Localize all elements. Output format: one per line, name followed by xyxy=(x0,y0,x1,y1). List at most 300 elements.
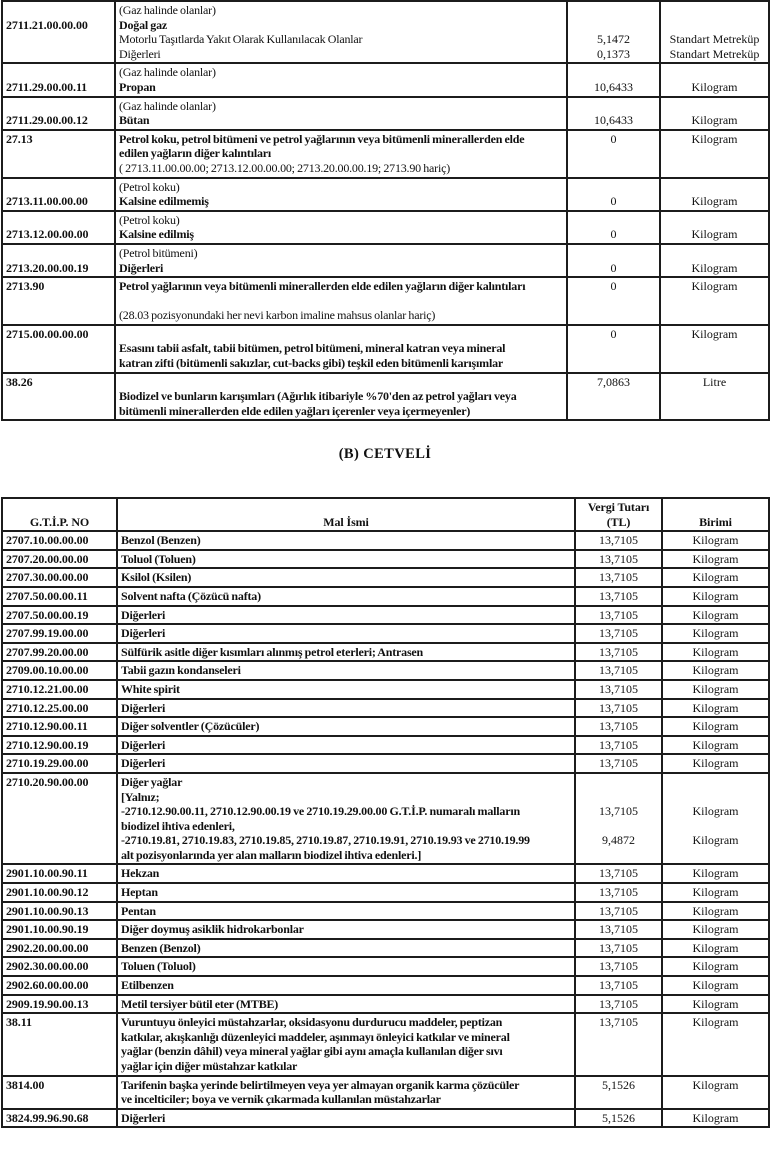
code-cell xyxy=(2,717,117,736)
desc-line: Diğerleri xyxy=(119,46,161,61)
gtip-code: 2707.99.20.00.00 xyxy=(6,644,89,659)
value-cell xyxy=(567,178,660,211)
value-cell xyxy=(575,1109,662,1128)
value-cell xyxy=(575,902,662,921)
code-cell xyxy=(2,1013,117,1075)
gtip-code xyxy=(6,65,111,80)
gtip-code: 2707.99.19.00.00 xyxy=(6,626,89,641)
value-cell xyxy=(575,1076,662,1109)
gtip-code: 2713.11.00.00.00 xyxy=(6,194,88,209)
unit-cell xyxy=(660,1,769,63)
desc-cell xyxy=(117,995,575,1014)
value-cell xyxy=(575,883,662,902)
desc-line: Benzen (Benzol) xyxy=(121,940,201,955)
unit-cell xyxy=(660,373,769,421)
code-cell xyxy=(2,606,117,625)
desc-cell xyxy=(117,606,575,625)
value-cell xyxy=(567,277,660,325)
desc-line: Benzol (Benzen) xyxy=(121,533,201,548)
unit-cell xyxy=(662,661,769,680)
unit-label xyxy=(664,180,765,195)
gtip-code xyxy=(6,213,111,228)
gtip-code: 2901.10.00.90.19 xyxy=(6,922,89,937)
gtip-code: 2707.50.00.00.11 xyxy=(6,588,88,603)
desc-cell xyxy=(117,920,575,939)
value-cell xyxy=(567,63,660,96)
table-row xyxy=(2,920,769,939)
unit-cell xyxy=(662,1109,769,1128)
tax-amount: 13,7105 xyxy=(599,903,638,918)
value-cell xyxy=(575,699,662,718)
tax-amount: 0 xyxy=(610,260,617,275)
table-row xyxy=(2,211,769,244)
code-cell xyxy=(2,1109,117,1128)
table-row xyxy=(2,277,769,325)
tax-amount xyxy=(579,775,658,790)
unit-cell xyxy=(662,883,769,902)
desc-line: Tabii gazın kondanseleri xyxy=(121,663,241,678)
tax-amount: 9,4872 xyxy=(602,833,635,848)
tax-amount: 0 xyxy=(610,194,617,209)
gtip-code: 2713.12.00.00.00 xyxy=(6,227,89,242)
desc-cell xyxy=(117,1109,575,1128)
unit-label: Kilogram xyxy=(692,607,739,622)
tax-amount: 13,7105 xyxy=(599,626,638,641)
gtip-code: 2902.30.00.00.00 xyxy=(6,959,89,974)
unit-cell xyxy=(660,130,769,178)
unit-cell xyxy=(662,995,769,1014)
unit-label: Kilogram xyxy=(692,570,739,585)
unit-label: Kilogram xyxy=(692,533,739,548)
value-cell xyxy=(575,550,662,569)
desc-line: Metil tersiyer bütil eter (MTBE) xyxy=(121,996,279,1011)
code-cell xyxy=(2,97,115,130)
desc-line: Pentan xyxy=(121,903,156,918)
gtip-code: 38.26 xyxy=(6,374,33,389)
desc-cell xyxy=(117,587,575,606)
gtip-code xyxy=(6,3,111,18)
value-cell xyxy=(575,754,662,773)
desc-line: katran zifti (bitümenli sakızlar, cut-backs gibi) teşkil eden bitümenli karışımlar xyxy=(119,356,504,371)
unit-cell xyxy=(662,717,769,736)
desc-line: (Gaz halinde olanlar) xyxy=(119,65,216,80)
desc-cell xyxy=(117,902,575,921)
unit-label: Kilogram xyxy=(692,996,739,1011)
unit-cell xyxy=(662,680,769,699)
value-cell xyxy=(575,717,662,736)
desc-cell xyxy=(115,178,567,211)
unit-label: Kilogram xyxy=(691,279,738,294)
unit-cell xyxy=(662,550,769,569)
table-row xyxy=(2,643,769,662)
unit-cell xyxy=(660,244,769,277)
gtip-code: 38.11 xyxy=(6,1015,32,1030)
value-cell xyxy=(567,97,660,130)
gtip-code xyxy=(6,246,111,261)
table-row xyxy=(2,178,769,211)
value-cell xyxy=(575,1013,662,1075)
code-cell xyxy=(2,643,117,662)
code-cell xyxy=(2,957,117,976)
desc-cell xyxy=(117,939,575,958)
gtip-code: 2711.29.00.00.12 xyxy=(6,113,88,128)
header-vergi-tutari xyxy=(575,498,662,531)
unit-cell xyxy=(662,568,769,587)
gtip-code: 2715.00.00.00.00 xyxy=(6,326,89,341)
desc-line: (Petrol bitümeni) xyxy=(119,245,198,260)
unit-label: Kilogram xyxy=(692,959,739,974)
desc-cell xyxy=(115,63,567,96)
gtip-code: 3824.99.96.90.68 xyxy=(6,1110,89,1125)
unit-label: Kilogram xyxy=(692,978,739,993)
unit-label xyxy=(664,246,765,261)
unit-cell xyxy=(662,976,769,995)
unit-label: Kilogram xyxy=(691,227,738,242)
desc-cell xyxy=(117,680,575,699)
desc-cell xyxy=(117,754,575,773)
tax-amount xyxy=(571,180,656,195)
desc-line: Vuruntuyu önleyici müstahzarlar, oksidasyonu durdurucu maddeler, peptizan xyxy=(121,1015,503,1030)
table-row xyxy=(2,624,769,643)
code-cell xyxy=(2,773,117,865)
desc-cell xyxy=(117,883,575,902)
tax-amount: 0 xyxy=(610,326,617,341)
table-row xyxy=(2,606,769,625)
table-row xyxy=(2,531,769,550)
tax-amount xyxy=(571,213,656,228)
tax-amount xyxy=(579,790,658,805)
tax-amount: 13,7105 xyxy=(599,996,638,1011)
desc-line: Diğerleri xyxy=(119,260,164,275)
code-cell xyxy=(2,699,117,718)
unit-cell xyxy=(662,587,769,606)
desc-line: Heptan xyxy=(121,885,158,900)
unit-cell xyxy=(662,531,769,550)
unit-label xyxy=(664,18,765,33)
gtip-code: 2707.30.00.00.00 xyxy=(6,570,89,585)
unit-label: Kilogram xyxy=(692,719,739,734)
table-row xyxy=(2,976,769,995)
desc-line: White spirit xyxy=(121,681,180,696)
unit-label: Standart Metreküp xyxy=(669,46,760,61)
tax-amount: 0 xyxy=(610,227,617,242)
tax-amount: 13,7105 xyxy=(599,922,638,937)
gtip-code: 2709.00.10.00.00 xyxy=(6,663,89,678)
code-cell xyxy=(2,736,117,755)
tax-amount: 5,1526 xyxy=(602,1077,635,1092)
desc-line: Sülfürik asitle diğer kısımları alınmış petrol eterleri; Antrasen xyxy=(121,644,424,659)
gtip-code: 2707.50.00.00.19 xyxy=(6,607,89,622)
code-cell xyxy=(2,995,117,1014)
value-cell xyxy=(575,531,662,550)
header-line: G.T.İ.P. NO xyxy=(29,514,90,529)
gtip-code: 2710.19.29.00.00 xyxy=(6,756,89,771)
table-row xyxy=(2,1109,769,1128)
desc-line xyxy=(119,294,563,309)
desc-cell xyxy=(117,736,575,755)
desc-line: Kalsine edilmiş xyxy=(119,227,194,242)
desc-line: -2710.12.90.00.11, 2710.12.90.00.19 ve 2710.19.29.00.00 G.T.İ.P. numaralı malların xyxy=(121,804,520,819)
tax-amount: 13,7105 xyxy=(599,940,638,955)
value-cell xyxy=(575,587,662,606)
tax-amount: 13,7105 xyxy=(599,866,638,881)
desc-line: Toluol (Toluen) xyxy=(121,551,196,566)
unit-label: Kilogram xyxy=(692,903,739,918)
desc-line: Petrol koku, petrol bitümeni ve petrol yağlarının veya bitümenli minerallerden elde xyxy=(119,131,525,146)
schedule-b-table xyxy=(1,497,770,1128)
code-cell xyxy=(2,244,115,277)
desc-line: Biodizel ve bunların karışımları (Ağırlık itibariyle %70'den az petrol yağları veya xyxy=(119,389,517,404)
code-cell xyxy=(2,1076,117,1109)
code-cell xyxy=(2,373,115,421)
desc-line: Diğerleri xyxy=(121,626,166,641)
desc-cell xyxy=(117,699,575,718)
desc-cell xyxy=(117,643,575,662)
unit-label xyxy=(664,99,765,114)
code-cell xyxy=(2,211,115,244)
desc-cell xyxy=(115,325,567,373)
desc-line: Solvent nafta (Çözücü nafta) xyxy=(121,588,261,603)
tax-amount: 10,6433 xyxy=(594,113,633,128)
desc-line: Motorlu Taşıtlarda Yakıt Olarak Kullanılacak Olanlar xyxy=(119,32,363,47)
unit-label: Kilogram xyxy=(692,551,739,566)
unit-cell xyxy=(660,277,769,325)
value-cell xyxy=(567,325,660,373)
unit-label: Kilogram xyxy=(692,626,739,641)
tax-amount: 5,1472 xyxy=(597,32,630,47)
desc-line: ve incelticiler; boya ve vernik çıkarmada kullanılan müstahzarlar xyxy=(121,1092,441,1107)
table-row xyxy=(2,754,769,773)
desc-line: alt pozisyonlarında yer alan malların biodizel ihtiva edenleri.] xyxy=(121,847,422,862)
desc-line: edilen yağların diğer kalıntıları xyxy=(119,146,272,161)
unit-label: Kilogram xyxy=(692,1110,739,1125)
value-cell xyxy=(567,130,660,178)
desc-line: Diğer yağlar xyxy=(121,774,183,789)
table-row xyxy=(2,939,769,958)
desc-line: yağlar için diğer müstahzar katkılar xyxy=(121,1059,298,1073)
gtip-code: 2901.10.00.90.12 xyxy=(6,885,89,900)
unit-label: Kilogram xyxy=(692,756,739,771)
code-cell xyxy=(2,277,115,325)
table-row xyxy=(2,63,769,96)
unit-label: Kilogram xyxy=(692,1015,739,1030)
tax-amount: 13,7105 xyxy=(599,700,638,715)
header-line: Vergi Tutarı xyxy=(587,500,650,514)
code-cell xyxy=(2,63,115,96)
desc-cell xyxy=(115,211,567,244)
code-cell xyxy=(2,178,115,211)
desc-line xyxy=(119,375,563,390)
gtip-code: 2713.20.00.00.19 xyxy=(6,260,89,275)
value-cell xyxy=(575,606,662,625)
unit-label xyxy=(666,775,765,790)
code-cell xyxy=(2,130,115,178)
desc-line: -2710.19.81, 2710.19.83, 2710.19.85, 2710.19.87, 2710.19.91, 2710.19.93 ve 2710.19.99 xyxy=(121,833,530,848)
tax-amount: 13,7105 xyxy=(599,978,638,993)
gtip-code: 2902.60.00.00.00 xyxy=(6,978,89,993)
code-cell xyxy=(2,661,117,680)
tax-amount: 7,0863 xyxy=(597,374,630,389)
value-cell xyxy=(567,373,660,421)
table-row xyxy=(2,130,769,178)
desc-line: Diğer doymuş asiklik hidrokarbonlar xyxy=(121,922,304,937)
code-cell xyxy=(2,920,117,939)
desc-line: Kalsine edilmemiş xyxy=(119,194,209,209)
tax-amount: 0 xyxy=(610,131,617,146)
value-cell xyxy=(575,995,662,1014)
table-row xyxy=(2,1013,769,1075)
table-row xyxy=(2,244,769,277)
unit-cell xyxy=(660,97,769,130)
tax-amount: 13,7105 xyxy=(599,533,638,548)
table-row xyxy=(2,325,769,373)
gtip-code: 2710.12.90.00.19 xyxy=(6,737,89,752)
code-cell xyxy=(2,976,117,995)
unit-label: Kilogram xyxy=(692,866,739,881)
tax-amount xyxy=(579,819,658,834)
unit-cell xyxy=(660,63,769,96)
unit-label: Kilogram xyxy=(691,79,738,94)
header-mal-ismi xyxy=(117,498,575,531)
table-row xyxy=(2,680,769,699)
table-row xyxy=(2,883,769,902)
unit-cell xyxy=(662,624,769,643)
desc-cell xyxy=(117,773,575,865)
unit-label: Kilogram xyxy=(692,588,739,603)
unit-label: Kilogram xyxy=(692,940,739,955)
desc-line: biodizel ihtiva edenleri, xyxy=(121,818,235,833)
unit-cell xyxy=(660,178,769,211)
tax-amount: 13,7105 xyxy=(599,719,638,734)
unit-label xyxy=(664,3,765,18)
tax-amount: 13,7105 xyxy=(599,644,638,659)
tax-amount: 13,7105 xyxy=(599,959,638,974)
desc-line: Diğerleri xyxy=(121,607,166,622)
desc-cell xyxy=(117,550,575,569)
desc-line: yağlar (benzin dâhil) veya mineral yağlar gibi aynı amaçla kullanılan diğer sıvı xyxy=(121,1044,503,1059)
desc-line: bitümenli minerallerden elde edilen yağları içerenler veya içermeyenler) xyxy=(119,403,471,418)
desc-cell xyxy=(117,661,575,680)
desc-cell xyxy=(117,568,575,587)
gtip-code: 2710.12.25.00.00 xyxy=(6,700,89,715)
table-row xyxy=(2,736,769,755)
value-cell xyxy=(575,680,662,699)
desc-line: Diğer solventler (Çözücüler) xyxy=(121,719,260,734)
unit-label: Litre xyxy=(702,374,727,389)
desc-cell xyxy=(117,864,575,883)
desc-cell xyxy=(117,957,575,976)
code-cell xyxy=(2,568,117,587)
unit-label xyxy=(664,213,765,228)
schedule-a-table xyxy=(1,0,770,421)
table-row xyxy=(2,902,769,921)
desc-cell xyxy=(115,130,567,178)
desc-line: Hekzan xyxy=(121,866,160,881)
unit-label: Kilogram xyxy=(692,833,739,848)
unit-label: Standart Metreküp xyxy=(669,32,760,47)
unit-label: Kilogram xyxy=(692,922,739,937)
unit-label: Kilogram xyxy=(692,804,739,819)
desc-cell xyxy=(115,244,567,277)
gtip-code: 2707.20.00.00.00 xyxy=(6,551,89,566)
tax-amount xyxy=(571,18,656,33)
desc-cell xyxy=(117,624,575,643)
desc-cell xyxy=(115,97,567,130)
unit-label: Kilogram xyxy=(692,663,739,678)
header-line xyxy=(666,500,765,515)
desc-line: Toluen (Toluol) xyxy=(121,959,196,974)
desc-line: Tarifenin başka yerinde belirtilmeyen veya yer almayan organik karma çözücüler xyxy=(121,1077,520,1092)
unit-label: Kilogram xyxy=(691,260,738,275)
table-row xyxy=(2,773,769,865)
table-row xyxy=(2,864,769,883)
unit-label: Kilogram xyxy=(692,737,739,752)
tax-amount: 13,7105 xyxy=(599,885,638,900)
desc-cell xyxy=(117,1076,575,1109)
gtip-code: 27.13 xyxy=(6,131,33,146)
value-cell xyxy=(575,568,662,587)
unit-cell xyxy=(660,325,769,373)
desc-line: (Petrol koku) xyxy=(119,179,180,194)
unit-label: Kilogram xyxy=(692,681,739,696)
tax-amount: 13,7105 xyxy=(599,607,638,622)
table-row xyxy=(2,717,769,736)
unit-cell xyxy=(662,643,769,662)
tax-amount xyxy=(571,246,656,261)
unit-cell xyxy=(662,606,769,625)
gtip-code xyxy=(6,180,111,195)
value-cell xyxy=(575,773,662,865)
desc-line: Diğerleri xyxy=(121,700,166,715)
desc-line: (Petrol koku) xyxy=(119,212,180,227)
unit-label: Kilogram xyxy=(692,1077,739,1092)
unit-label: Kilogram xyxy=(691,194,738,209)
tax-amount xyxy=(571,3,656,18)
table-row xyxy=(2,568,769,587)
unit-label: Kilogram xyxy=(692,644,739,659)
unit-cell xyxy=(662,736,769,755)
desc-line: Petrol yağlarının veya bitümenli minerallerden elde edilen yağların diğer kalıntıları xyxy=(119,279,526,294)
tax-amount xyxy=(579,848,658,863)
gtip-code: 2901.10.00.90.11 xyxy=(6,866,88,881)
unit-cell xyxy=(662,957,769,976)
desc-line: Ksilol (Ksilen) xyxy=(121,570,192,585)
tax-amount: 13,7105 xyxy=(599,804,638,819)
desc-line: Diğerleri xyxy=(121,756,166,771)
table-row xyxy=(2,373,769,421)
desc-line: Bütan xyxy=(119,113,150,128)
unit-cell xyxy=(662,939,769,958)
value-cell xyxy=(575,661,662,680)
desc-cell xyxy=(117,531,575,550)
code-cell xyxy=(2,754,117,773)
desc-cell xyxy=(117,1013,575,1075)
code-cell xyxy=(2,325,115,373)
unit-label: Kilogram xyxy=(692,885,739,900)
table-header-row xyxy=(2,498,769,531)
code-cell xyxy=(2,939,117,958)
desc-line: [Yalnız; xyxy=(121,789,160,804)
header-line xyxy=(121,500,571,515)
gtip-code: 2710.12.90.00.11 xyxy=(6,719,88,734)
unit-cell xyxy=(662,1013,769,1075)
desc-line: Esasını tabii asfalt, tabii bitümen, petrol bitümeni, mineral katran veya mineral xyxy=(119,341,506,356)
table-row xyxy=(2,97,769,130)
tax-amount xyxy=(571,65,656,80)
desc-line: (28.03 pozisyonundaki her nevi karbon imaline mahsus olanlar hariç) xyxy=(119,308,436,323)
header-line: Mal İsmi xyxy=(323,514,369,529)
desc-line: Propan xyxy=(119,79,156,94)
